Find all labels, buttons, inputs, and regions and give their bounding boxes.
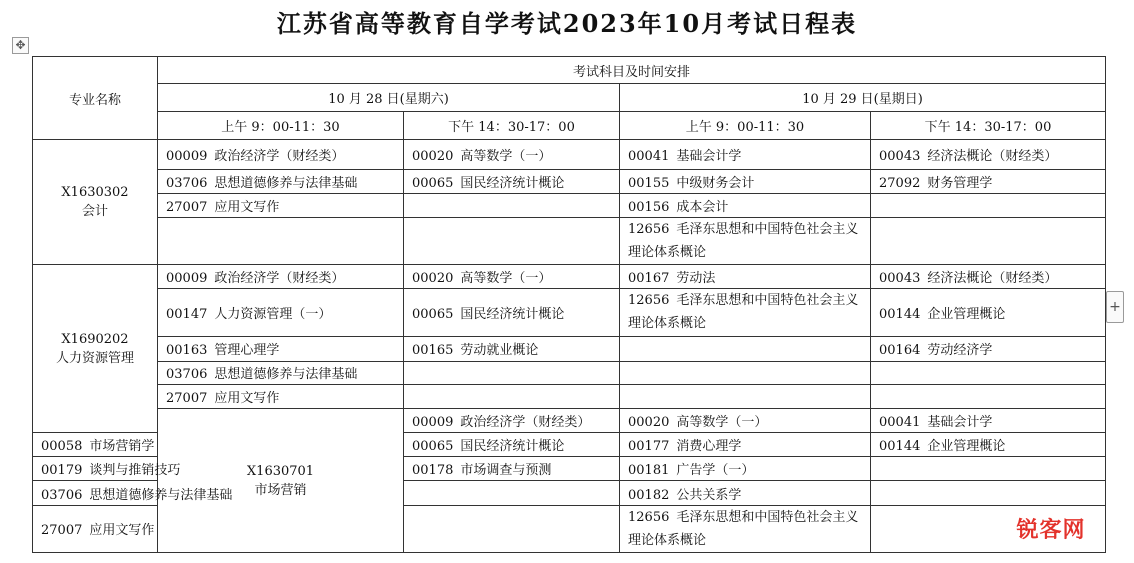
course-code: 00177: [628, 439, 670, 455]
course-name: 管理心理学: [214, 343, 280, 359]
course-code: 00065: [412, 175, 454, 191]
course-name: 应用文写作: [214, 199, 280, 215]
course-name: 政治经济学（财经类）: [460, 415, 591, 431]
course-name: 应用文写作: [89, 523, 155, 539]
empty-cell: [404, 361, 620, 384]
header-day-1: 10 月 28 日(星期六): [158, 84, 620, 112]
course-cell: [404, 336, 620, 361]
course-name: 基础会计学: [676, 149, 742, 165]
course-name: 中级财务会计: [676, 175, 755, 191]
course-code: 12656: [628, 293, 670, 309]
header-day2-afternoon: 下午 14：30-17：00: [871, 112, 1106, 140]
course-cell: [871, 336, 1106, 361]
site-watermark: 锐客网: [1012, 516, 1090, 546]
course-cell: [871, 140, 1106, 169]
major-cell: [33, 140, 158, 265]
course-cell: [33, 505, 158, 552]
course-name: 国民经济统计概论: [460, 175, 565, 191]
course-code: 00147: [166, 306, 208, 322]
course-name: 毛泽东思想和中国特色社会主义理论体系概论: [628, 222, 859, 261]
header-day-2: 10 月 29 日(星期日): [620, 84, 1106, 112]
course-name: 经济法概论（财经类）: [927, 271, 1058, 287]
course-cell: [404, 265, 620, 289]
course-cell: [620, 289, 871, 336]
course-cell: [620, 193, 871, 217]
empty-cell: [871, 481, 1106, 505]
course-name: 劳动就业概论: [460, 343, 539, 359]
course-code: 00065: [412, 306, 454, 322]
course-code: 12656: [628, 509, 670, 525]
course-cell: [620, 409, 871, 433]
course-cell: [404, 169, 620, 193]
course-code: 00041: [879, 415, 921, 431]
course-code: 00144: [879, 306, 921, 322]
empty-cell: [620, 336, 871, 361]
major-code: X1690202: [61, 331, 129, 347]
course-cell: [620, 433, 871, 457]
header-subjects-title: 考试科目及时间安排: [158, 57, 1106, 84]
course-name: 成本会计: [676, 199, 729, 215]
course-cell: [33, 433, 158, 457]
course-name: 毛泽东思想和中国特色社会主义理论体系概论: [628, 293, 859, 332]
empty-cell: [871, 193, 1106, 217]
course-code: 00020: [412, 271, 454, 287]
empty-cell: [620, 384, 871, 408]
exam-schedule-table: [32, 56, 1106, 553]
course-code: 27092: [879, 175, 921, 191]
course-code: 00043: [879, 149, 921, 165]
empty-cell: [871, 457, 1106, 481]
empty-cell: [620, 361, 871, 384]
course-name: 思想道德修养与法律基础: [89, 487, 233, 503]
header-day1-afternoon: 下午 14：30-17：00: [404, 112, 620, 140]
course-cell: [158, 289, 404, 336]
course-cell: [158, 384, 404, 408]
course-cell: [158, 140, 404, 169]
course-name: 消费心理学: [676, 439, 742, 455]
course-code: 03706: [166, 367, 208, 383]
course-cell: [620, 140, 871, 169]
course-name: 谈判与推销技巧: [89, 463, 181, 479]
major-cell: [33, 265, 158, 433]
course-code: 00164: [879, 343, 921, 359]
course-code: 00178: [412, 463, 454, 479]
major-name: 市场营销: [254, 482, 307, 498]
course-cell: [404, 457, 620, 481]
course-cell: [158, 336, 404, 361]
major-name: 人力资源管理: [55, 350, 134, 366]
empty-cell: [871, 384, 1106, 408]
course-code: 27007: [166, 199, 208, 215]
course-cell: [158, 193, 404, 217]
course-code: 00182: [628, 487, 670, 503]
course-name: 劳动经济学: [927, 343, 993, 359]
course-cell: [404, 433, 620, 457]
course-code: 27007: [41, 523, 83, 539]
header-major-name: 专业名称: [33, 57, 158, 140]
course-cell: [404, 289, 620, 336]
course-name: 经济法概论（财经类）: [927, 149, 1058, 165]
course-code: 12656: [628, 222, 670, 238]
page-title: 江苏省高等教育自学考试2023年10月考试日程表: [276, 9, 858, 38]
header-day2-morning: 上午 9：00-11：30: [620, 112, 871, 140]
course-code: 00009: [412, 415, 454, 431]
empty-cell: [404, 217, 620, 264]
course-name: 公共关系学: [676, 487, 742, 503]
course-code: 00020: [628, 415, 670, 431]
course-cell: [871, 265, 1106, 289]
course-name: 广告学（一）: [676, 463, 755, 479]
major-cell: [158, 409, 404, 553]
course-code: 03706: [41, 487, 83, 503]
empty-cell: [404, 193, 620, 217]
course-cell: [871, 409, 1106, 433]
course-name: 财务管理学: [927, 175, 993, 191]
course-code: 00181: [628, 463, 670, 479]
course-code: 00043: [879, 271, 921, 287]
course-code: 00156: [628, 199, 670, 215]
course-cell: [620, 217, 871, 264]
course-cell: [33, 457, 181, 481]
course-cell: [871, 169, 1106, 193]
course-name: 高等数学（一）: [460, 149, 552, 165]
course-name: 劳动法: [676, 271, 716, 287]
course-code: 00163: [166, 343, 208, 359]
empty-cell: [871, 361, 1106, 384]
course-name: 国民经济统计概论: [460, 439, 565, 455]
course-cell: [620, 505, 871, 552]
course-code: 03706: [166, 175, 208, 191]
course-cell: [620, 169, 871, 193]
course-code: 00144: [879, 439, 921, 455]
empty-cell: [404, 481, 620, 505]
course-cell: [404, 409, 620, 433]
header-day1-morning: 上午 9：00-11：30: [158, 112, 404, 140]
course-cell: [33, 481, 233, 505]
course-name: 思想道德修养与法律基础: [214, 367, 358, 383]
course-cell: [158, 265, 404, 289]
course-cell: [620, 265, 871, 289]
course-code: 27007: [166, 390, 208, 406]
table-move-handle-icon[interactable]: ✥: [12, 37, 29, 54]
course-cell: [158, 169, 404, 193]
course-cell: [871, 289, 1106, 336]
course-name: 高等数学（一）: [460, 271, 552, 287]
add-row-button[interactable]: +: [1106, 291, 1124, 323]
course-cell: [620, 457, 871, 481]
empty-cell: [404, 384, 620, 408]
course-name: 市场调查与预测: [460, 463, 552, 479]
course-name: 政治经济学（财经类）: [214, 149, 345, 165]
major-name: 会计: [81, 204, 108, 220]
empty-cell: [158, 217, 404, 264]
course-name: 国民经济统计概论: [460, 306, 565, 322]
course-code: 00058: [41, 439, 83, 455]
course-name: 企业管理概论: [927, 306, 1006, 322]
course-cell: [871, 433, 1106, 457]
course-code: 00009: [166, 271, 208, 287]
course-cell: [158, 361, 404, 384]
empty-cell: [871, 217, 1106, 264]
course-name: 高等数学（一）: [676, 415, 768, 431]
major-code: X1630701: [246, 463, 315, 479]
course-name: 人力资源管理（一）: [214, 306, 332, 322]
course-code: 00165: [412, 343, 454, 359]
course-name: 应用文写作: [214, 390, 280, 406]
course-cell: [620, 481, 871, 505]
course-code: 00041: [628, 149, 670, 165]
course-name: 思想道德修养与法律基础: [214, 175, 358, 191]
course-name: 毛泽东思想和中国特色社会主义理论体系概论: [628, 509, 859, 548]
course-code: 00155: [628, 175, 670, 191]
course-name: 政治经济学（财经类）: [214, 271, 345, 287]
course-cell: [404, 140, 620, 169]
course-name: 基础会计学: [927, 415, 993, 431]
course-code: 00167: [628, 271, 670, 287]
course-code: 00009: [166, 149, 208, 165]
course-code: 00065: [412, 439, 454, 455]
empty-cell: [404, 505, 620, 552]
major-code: X1630302: [61, 185, 129, 201]
course-code: 00020: [412, 149, 454, 165]
course-name: 企业管理概论: [927, 439, 1006, 455]
course-name: 市场营销学: [89, 439, 155, 455]
course-code: 00179: [41, 463, 83, 479]
